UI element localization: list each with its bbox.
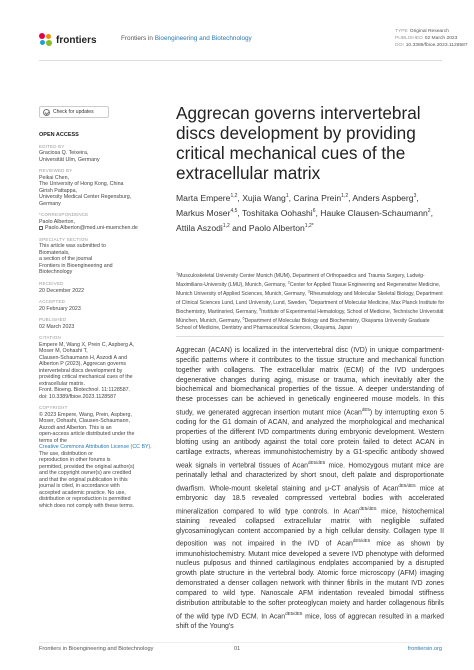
author-affiliation-marker: 1,2* (304, 222, 314, 229)
sidebar-line: open-access article distributed under the (39, 431, 135, 438)
author-affiliation-marker: 1,2 (230, 193, 238, 199)
sidebar-line: Moser, Oohashi, Clausen-Schaumann, (39, 418, 130, 425)
sidebar-line: distribution or reproduction is permitted (39, 496, 131, 503)
author-affiliation-marker: 2 (427, 207, 431, 214)
sidebar-sections (39, 144, 159, 510)
allele-superscript: dE5/dE5 (398, 482, 416, 488)
sidebar-line: Frontiers in Bioengineering and (39, 262, 113, 269)
sidebar-line: Biotechnology (39, 269, 73, 276)
sidebar (39, 106, 159, 513)
check-updates-icon (43, 109, 50, 116)
sidebar-line: and that the original publication in this (39, 476, 128, 483)
sidebar-line: Moser M, Oohashi T, (39, 348, 88, 355)
affiliation: $^4$Department of Molecular Medicine, Max Planck Institute for Biochemistry, Martinsried, Germany, (176, 298, 445, 316)
allele-superscript: dE5 (361, 407, 370, 413)
sidebar-line: Paolo Alberton, (39, 218, 75, 225)
page-header (39, 28, 468, 52)
sidebar-line: and the copyright owner(s) are credited (39, 470, 132, 477)
author-name[interactable]: Hauke Clausen-Schaumann$^2$ (320, 207, 431, 218)
sidebar-section (39, 237, 159, 276)
affiliation: $^1$Musculoskeletal University Center Munich (MUM), Department of Orthopaedics and Trauma Surgery, Ludwig-Maximilians-University (LMU), Munich, Germany, (176, 271, 425, 288)
sidebar-line: Empere M, Wang X, Prein C, Aspberg A, (39, 341, 135, 348)
sidebar-line: Girish Pattappa, (39, 187, 77, 194)
footer-divider (39, 642, 442, 643)
sidebar-line: reproduction in other forums is (39, 457, 111, 464)
sidebar-section (39, 335, 159, 400)
sidebar-section-label: PUBLISHED (39, 317, 67, 323)
sidebar-section-label: SPECIALTY SECTION (39, 236, 88, 242)
author-name[interactable]: Paolo Alberton$^{1,2*}$ (248, 222, 314, 233)
sidebar-section-label: *CORRESPONDENCE (39, 212, 89, 218)
frontiers-logo[interactable] (39, 33, 97, 47)
sidebar-section-label: CITATION (39, 335, 61, 341)
author-affiliation-marker: 3 (413, 193, 417, 199)
author-name[interactable]: Anders Aspberg$^3$ (352, 192, 417, 203)
footer-journal: Frontiers in Bioengineering and Biotechnology (39, 646, 154, 652)
author-affiliation-marker: 1 (285, 193, 289, 199)
sidebar-line: Aszodi and Alberton. This is an (39, 424, 112, 431)
affiliation-number: 1 (176, 271, 179, 275)
abstract-divider (176, 336, 444, 337)
page-number: 01 (234, 646, 241, 652)
sidebar-section-value: 20 December 2022 (39, 287, 85, 294)
doi-link[interactable]: DOI 10.3389/fbioe.2023.1128587 (395, 43, 468, 48)
affiliation: $^2$Center for Applied Tissue Engineering and Regenerative Medicine, Munich University of Applied Sciences, Munich, Germany, (176, 280, 441, 297)
article-title: Aggrecan governs intervertebral discs development by providing critical mechanical cues of the extracellular matrix (176, 103, 421, 183)
sidebar-line: Alberton P (2023), Aggrecan governs (39, 361, 127, 368)
sidebar-line: providing critical mechanical cues of the (39, 374, 133, 381)
article-meta: TYPE Original Research PUBLISHED 02 March 2023 DOI 10.3389/fbioe.2023.1128587 (395, 29, 468, 48)
frontiers-logo-icon (39, 33, 53, 47)
affiliation-number: 6 (242, 316, 245, 321)
sidebar-section (39, 168, 159, 207)
affiliation: $^6$Department of Molecular Biology and Biochemistry, Okayama University Graduate School of Medicine, Dentistry and Pharmaceutical Sciences, Okayama, Japan (176, 316, 430, 331)
sidebar-line: Biomaterials, (39, 249, 70, 256)
sidebar-line: University Medical Center Regensburg, (39, 194, 132, 201)
sidebar-line: accepted academic practice. No use, (39, 489, 126, 496)
affiliation: $^3$Rheumatology and Molecular Skeletal Biology, Department of Clinical Sciences Lund, Lund University, Lund, Sweden, (176, 289, 443, 306)
sidebar-line: doi: 10.3389/fbioe.2023.1128587 (39, 393, 117, 400)
license-link[interactable]: Creative Commons Attribution License (CC BY). (39, 444, 152, 451)
email-icon (39, 226, 43, 230)
journal-name[interactable]: Frontiers in Bioengineering and Biotechnology (121, 35, 252, 42)
sidebar-line: Front. Bioeng. Biotechnol. 11:1128587. (39, 387, 131, 394)
sidebar-section (39, 405, 159, 509)
sidebar-section (39, 144, 159, 164)
abstract-text: Aggrecan (ACAN) is localized in the intervertebral disc (IVD) in unique compartment-specific patterns where it contributes to the tissue structure and mechanical function together with collagens. The extracellular matrix (ECM) of the IVD undergoes degenerative changes during aging, misuse or trauma, which inevitably alter the biochemical and biomechanical properties of the tissue. A deeper understanding of these processes can be achieved in genetically engineered mouse models. In this study, we generated aggrecan insertion mutant mice (Acan$^{dE5}$) by interrupting exon 5 coding for the G1 domain of ACAN, and analyzed the morphological and mechanical properties of the different IVD compartments during embryonic development. Western blotting using an antibody against the total core protein failed to detect ACAN in cartilage extracts, whereas immunohistochemistry by a G1-specific antibody showed weak signals in vertebral tissues of Acan$^{dE5/dE5}$ mice. Homozygous mutant mice are perinatally lethal and characterized by short snout, cleft palate and disproportionate dwarfism. Whole-mount skeletal staining and μ-CT analysis of Acan$^{dE5/dE5}$ mice at embryonic day 18.5 revealed compressed vertebral bodies with accelerated mineralization compared to wild type controls. In Acan$^{dE5/dE5}$ mice, histochemical staining revealed collapsed extracellular matrix with negligible sulfated glycosaminoglycan content accompanied by a high cellular density. Collagen type II deposition was not impaired in the IVD of Acan$^{dE5/dE5}$ mice as shown by immunohistochemistry. Mutant mice developed a severe IVD phenotype with deformed nucleus pulposus and thinned cartilaginous endplates accompanied by a disrupted growth plate structure in the vertebral body. Atomic force microscopy (AFM) imaging demonstrated a denser collagen network with thinner fibrils in the mutant IVD zones compared to wild type. Nanoscale AFM indentation revealed bimodal stiffness distribution attributable to the softer proteoglycan moiety and harder collagenous fibrils of the wild type IVD ECM. In Acan$^{dE5/dE5}$ mice, loss of aggrecan resulted in a marked shift of the Young's (176, 347, 444, 630)
author-name[interactable]: Carina Prein$^{1,2}$ (293, 192, 349, 203)
sidebar-section-label: REVIEWED BY (39, 168, 73, 174)
affiliation: $^5$Institute of Experimental Hematology, School of Medicine, Technische Universität München, Munich, Germany, (176, 307, 444, 325)
sidebar-line: The University of Hong Kong, China (39, 181, 124, 188)
sidebar-line: a section of the journal (39, 256, 93, 263)
check-for-updates-button[interactable]: Check for updates (39, 106, 109, 118)
author-name[interactable]: Markus Moser$^{4,5}$ (176, 207, 238, 218)
affiliation-number: 5 (259, 307, 262, 312)
allele-superscript: dE5/dE5 (285, 610, 303, 616)
sidebar-line: which does not comply with these terms. (39, 502, 135, 509)
logo-text: frontiers (56, 34, 97, 46)
author-affiliation-marker: 4,5 (230, 207, 238, 214)
sidebar-section-value: 20 February 2023 (39, 305, 81, 312)
sidebar-line: Clausen-Schaumann H, Aszodi A and (39, 354, 128, 361)
author-affiliation-marker: 1,2 (341, 193, 349, 199)
sidebar-line: extracellular matrix. (39, 380, 85, 387)
sidebar-line: Peikai Chen, (39, 174, 70, 181)
allele-superscript: dE5/dE5 (308, 459, 326, 465)
sidebar-section (39, 299, 159, 312)
affiliations (176, 270, 446, 331)
sidebar-section (39, 317, 159, 330)
sidebar-line: Germany (39, 200, 61, 207)
author-affiliation-marker: 1,2 (222, 222, 230, 229)
sidebar-section-label: ACCEPTED (39, 299, 66, 305)
sidebar-section (39, 212, 159, 232)
author-name[interactable]: Toshitaka Oohashi$^6$ (242, 207, 316, 218)
sidebar-line: This article was submitted to (39, 243, 106, 250)
author-name[interactable]: Attila Aszodi$^{1,2}$ (176, 222, 230, 233)
author-list: Marta Empere$^{1,2}$, Xujia Wang$^1$, Carina Prein$^{1,2}$, Anders Aspberg$^3$, Markus Moser$^{4,5}$, Toshitaka Oohashi$^6$, Hauke Clausen-Schaumann$^2$, Attila Aszodi$^{1,2}$ and Paolo Alberton$^{1,2*}$ (176, 192, 433, 233)
author-affiliation-marker: 6 (312, 207, 316, 214)
footer-site-link[interactable]: frontiersin.org (407, 646, 442, 652)
author-name[interactable]: Xujia Wang$^1$ (242, 192, 289, 203)
sidebar-line: The use, distribution or (39, 450, 93, 457)
sidebar-line: permitted, provided the original author(s) (39, 463, 135, 470)
sidebar-section-value: 02 March 2023 (39, 323, 75, 330)
affiliation-number: 4 (308, 298, 311, 303)
sidebar-line: journal is cited, in accordance with (39, 483, 120, 490)
sidebar-section-label: RECEIVED (39, 280, 64, 286)
open-access-label: OPEN ACCESS (39, 132, 79, 138)
author-name[interactable]: Marta Empere$^{1,2}$ (176, 192, 238, 203)
affiliation-number: 2 (287, 280, 290, 285)
sidebar-section (39, 281, 159, 294)
sidebar-line: terms of the (39, 437, 67, 444)
allele-superscript: dE5/dE5 (359, 505, 377, 511)
sidebar-line: © 2023 Empere, Wang, Prein, Aspberg, (39, 411, 132, 418)
allele-superscript: dE5/dE5 (352, 538, 371, 544)
sidebar-line: Universität Ulm, Germany (39, 156, 100, 163)
affiliation-number: 3 (307, 289, 310, 294)
sidebar-section-label: EDITED BY (39, 143, 65, 149)
correspondence-email[interactable]: Paolo.Alberton@med.uni-muenchen.de (39, 225, 159, 232)
sidebar-section-label: COPYRIGHT (39, 405, 68, 411)
header-divider (39, 60, 442, 61)
sidebar-line: Graciosa Q. Teixeira, (39, 150, 89, 157)
sidebar-line: intervertebral discs development by (39, 367, 123, 374)
